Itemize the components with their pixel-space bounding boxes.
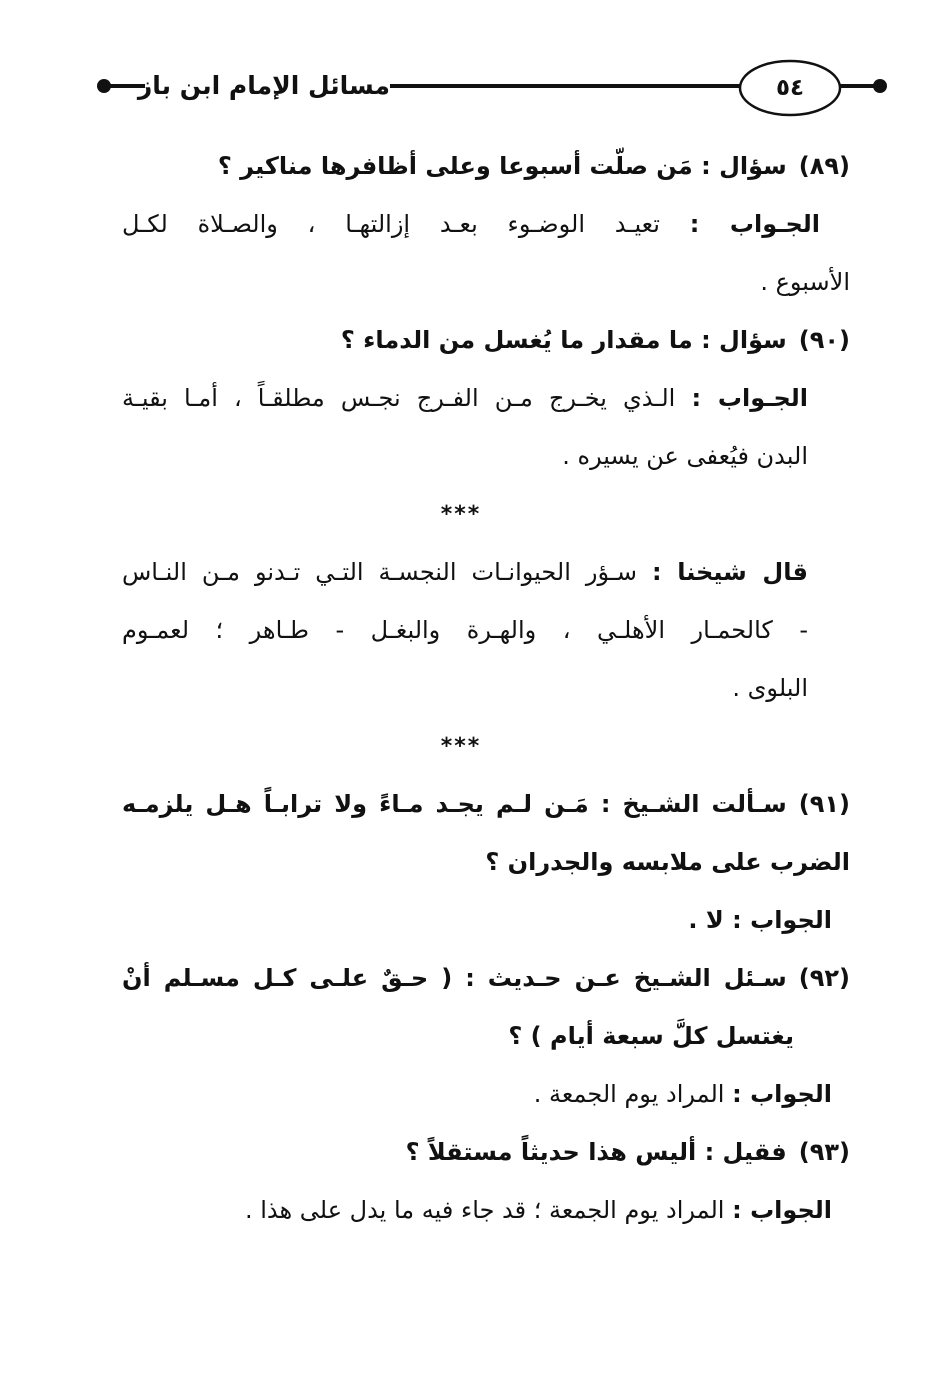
question-91-line-1 [122, 776, 850, 834]
question-text: سـألت الشـيخ : مَـن لـم يجـد مـاءً ولا ترابـاً هـل يلزمـه [122, 790, 787, 818]
question-text: فقيل : أليس هذا حديثاً مستقلاً ؟ [405, 1138, 787, 1166]
question-number: (٩٣) [798, 1138, 850, 1166]
question-93 [122, 1124, 850, 1182]
question-number: (٩٠) [798, 326, 850, 354]
page-number: ٥٤ [775, 75, 805, 101]
answer-89-line-2: الأسبوع . [760, 268, 850, 296]
answer-90-line-1 [122, 370, 850, 428]
question-number: (٨٩) [798, 152, 850, 180]
answer-label: الجواب : [732, 1080, 832, 1108]
answer-text: الـذي يخـرج مـن الفـرج نجـس مطلقـاً ، أمـا بقيـة [122, 384, 676, 412]
question-number: (٩١) [798, 790, 850, 818]
answer-93 [122, 1182, 850, 1240]
question-92-line-1 [122, 950, 850, 1008]
note-line-2: - كالحمـار الأهلـي ، والهـرة والبغـل - طـاهر ؛ لعمـوم [122, 616, 808, 644]
running-title: مسائل الإمام ابن باز [145, 66, 390, 106]
note-text: سـؤر الحيوانـات النجسـة التـي تـدنو مـن النـاس [122, 558, 637, 586]
question-text: سؤال : ما مقدار ما يُغسل من الدماء ؟ [340, 326, 787, 354]
answer-90-line-2: البدن فيُعفى عن يسيره . [562, 442, 808, 470]
note-line-3: البلوى . [732, 674, 808, 702]
question-92-line-2: يغتسل كلَّ سبعة أيام ) ؟ [508, 1022, 794, 1050]
answer-label: الجـواب : [691, 384, 808, 412]
answer-91: الجواب : لا . [688, 906, 832, 934]
page-body [122, 138, 850, 1240]
note-line-1 [122, 544, 850, 602]
answer-label: الجـواب : [689, 210, 820, 238]
question-text: سـئل الشـيخ عـن حـديث : ( حـقٌ علـى كـل مسـلم أنْ [122, 964, 787, 992]
answer-92 [122, 1066, 850, 1124]
question-text: سؤال : مَن صلّت أسبوعا وعلى أظافرها مناكير ؟ [217, 152, 787, 180]
question-89 [122, 138, 850, 196]
section-separator: *** [440, 734, 482, 759]
answer-text: المراد يوم الجمعة . [533, 1080, 725, 1108]
question-number: (٩٢) [798, 964, 850, 992]
note-label: قال شيخنا : [651, 558, 808, 586]
question-90 [122, 312, 850, 370]
running-header [0, 40, 949, 135]
answer-text: تعيـد الوضـوء بعـد إزالتهـا ، والصـلاة لكـل [122, 210, 660, 238]
section-separator: *** [440, 502, 482, 527]
question-91-line-2: الضرب على ملابسه والجدران ؟ [485, 848, 850, 876]
answer-89-line-1 [122, 196, 850, 254]
answer-text: المراد يوم الجمعة ؛ قد جاء فيه ما يدل على هذا . [244, 1196, 725, 1224]
answer-label: الجواب : [732, 1196, 832, 1224]
